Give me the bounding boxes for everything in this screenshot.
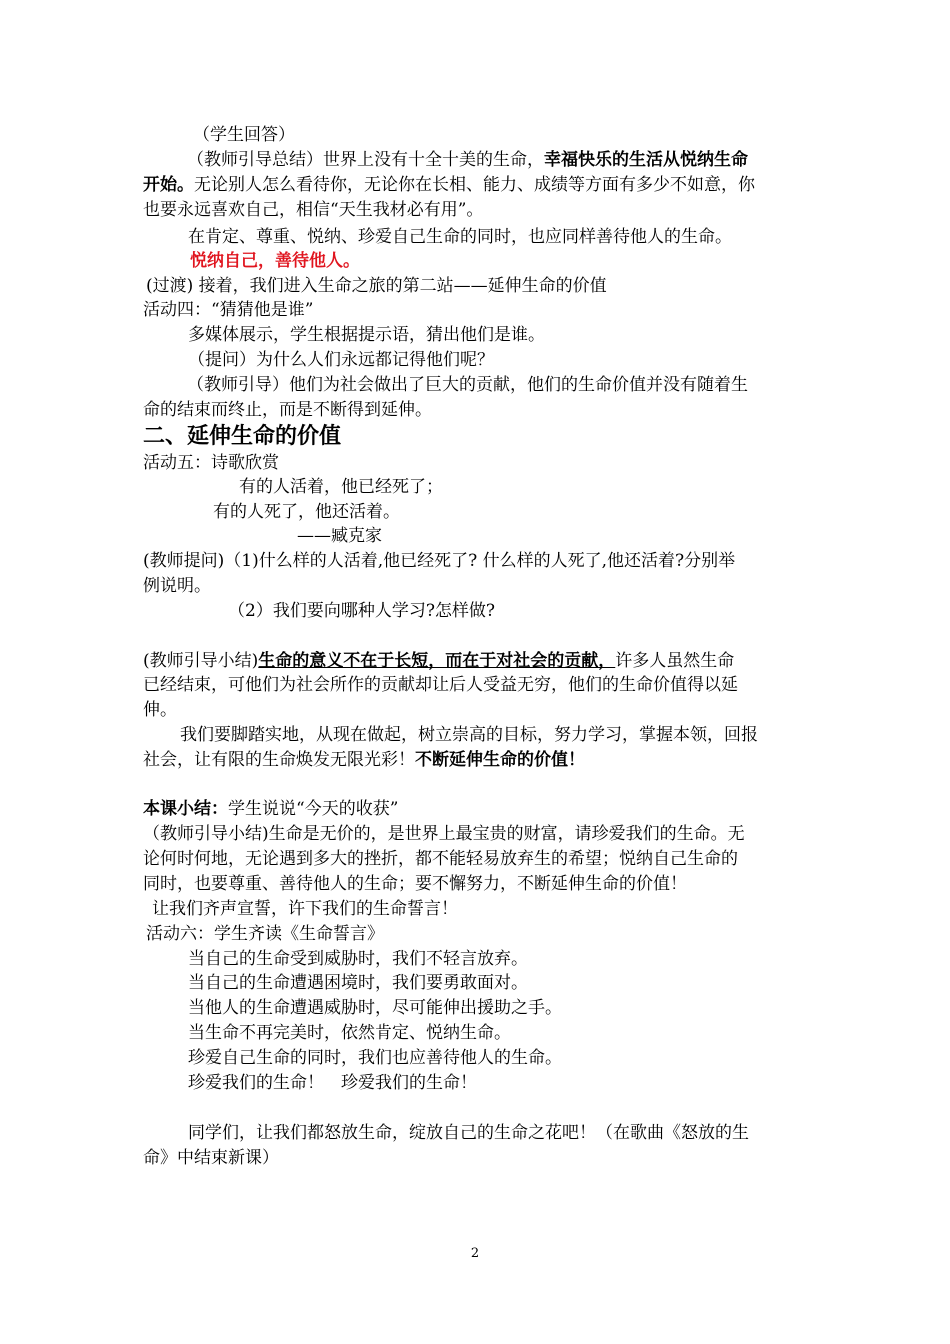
teacher-question-line-1: (教师提问)（1)什么样的人活着,他已经死了? 什么样的人死了,他还活着?分别举 <box>143 551 736 571</box>
poem-line-1: 有的人活着，他已经死了； <box>239 477 443 497</box>
oath-line-3: 当他人的生命遭遇威胁时，尽可能伸出援助之手。 <box>188 998 562 1018</box>
summary-line-3: 同时，也要尊重、善待他人的生命；要不懈努力，不断延伸生命的价值！ <box>143 874 687 894</box>
oath-line-4: 当生命不再完美时，依然肯定、悦纳生命。 <box>188 1023 511 1043</box>
teacher-summary-line-3: 也要永远喜欢自己，相信“天生我材必有用”。 <box>143 200 484 220</box>
student-answer-line: （学生回答） <box>193 125 295 145</box>
summary-line-2: 论何时何地，无论遇到多大的挫折，都不能轻易放弃生的希望；悦纳自己生命的 <box>143 849 738 869</box>
teacher-conclusion-line-3: 伸。 <box>143 700 177 720</box>
question-line: （提问）为什么人们永远都记得他们呢？ <box>188 350 494 370</box>
oath-line-1: 当自己的生命受到威胁时，我们不轻言放弃。 <box>188 949 528 969</box>
closing-line-1: 同学们，让我们都怒放生命，绽放自己的生命之花吧！（在歌曲《怒放的生 <box>188 1123 749 1143</box>
summary-line-1: （教师引导小结)生命是无价的，是世界上最宝贵的财富，请珍爱我们的生命。无 <box>143 824 745 844</box>
teacher-guide-line-2: 命的结束而终止，而是不断得到延伸。 <box>143 400 432 420</box>
oath-line-2: 当自己的生命遭遇困境时，我们要勇敢面对。 <box>188 973 528 993</box>
activity-six-heading: 活动六：学生齐读《生命誓言》 <box>146 924 384 944</box>
paragraph-line: 我们要脚踏实地，从现在做起，树立崇高的目标，努力学习，掌握本领，回报 <box>180 725 758 745</box>
paragraph-line: 社会，让有限的生命焕发无限光彩！不断延伸生命的价值！ <box>143 750 585 770</box>
bold-key-phrase: 不断延伸生命的价值！ <box>415 750 585 770</box>
section-heading: 二、延伸生命的价值 <box>143 424 342 449</box>
lesson-summary-heading: 本课小结：学生说说“今天的收获” <box>143 799 399 819</box>
oath-line-5: 珍爱自己生命的同时，我们也应善待他人的生命。 <box>188 1048 562 1068</box>
bold-key-phrase: 幸福快乐的生活从悦纳生命 <box>544 150 748 170</box>
closing-line-2: 命》中结束新课） <box>143 1148 279 1168</box>
teacher-conclusion-line-2: 已经结束，可他们为社会所作的贡献却让后人受益无穷，他们的生命价值得以延 <box>143 675 738 695</box>
teacher-guide-line-1: （教师引导）他们为社会做出了巨大的贡献，他们的生命价值并没有随着生 <box>187 375 748 395</box>
teacher-summary-line-1: （教师引导总结）世界上没有十全十美的生命，幸福快乐的生活从悦纳生命 <box>187 150 748 170</box>
activity-four-heading: 活动四：“猜猜他是谁” <box>143 300 314 320</box>
teacher-summary-line-2: 开始。无论别人怎么看待你，无论你在长相、能力、成绩等方面有多少不如意，你 <box>143 175 755 195</box>
transition-line: (过渡) 接着，我们进入生命之旅的第二站——延伸生命的价值 <box>146 276 607 296</box>
red-highlight-slogan: 悦纳自己，善待他人。 <box>190 251 360 271</box>
poem-line-2: 有的人死了，他还活着。 <box>213 502 400 522</box>
teacher-question-line-3: （2）我们要向哪种人学习?怎样做? <box>228 601 496 621</box>
teacher-conclusion-line-1: (教师引导小结)生命的意义不在于长短，而在于对社会的贡献，许多人虽然生命 <box>143 651 735 671</box>
activity-five-heading: 活动五：诗歌欣赏 <box>143 453 279 473</box>
paragraph-line: 在肯定、尊重、悦纳、珍爱自己生命的同时，也应同样善待他人的生命。 <box>188 227 732 247</box>
oath-intro-line: 让我们齐声宣誓，许下我们的生命誓言！ <box>152 899 458 919</box>
paragraph-line: 多媒体展示，学生根据提示语，猜出他们是谁。 <box>188 325 545 345</box>
oath-line-6: 珍爱我们的生命！ 珍爱我们的生命！ <box>188 1073 477 1093</box>
bold-key-phrase-cont: 开始。 <box>143 175 194 195</box>
poem-author: ——臧克家 <box>297 526 382 546</box>
underlined-key-phrase: 生命的意义不在于长短，而在于对社会的贡献， <box>258 651 616 671</box>
page-number: 2 <box>470 1246 480 1261</box>
teacher-question-line-2: 例说明。 <box>143 576 211 596</box>
